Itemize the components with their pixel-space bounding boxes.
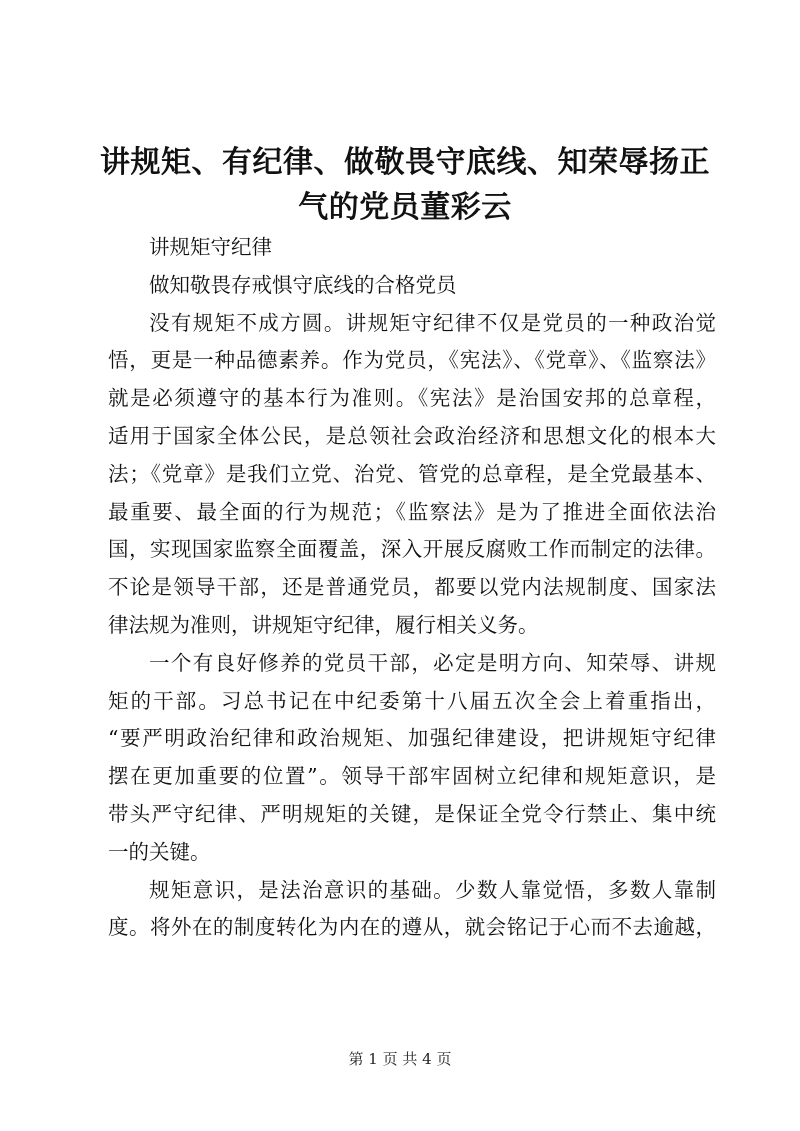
subtitle-line: 做知敬畏存戒惧守底线的合格党员 — [149, 272, 457, 297]
document-title — [100, 140, 710, 230]
paragraph-line: 不论是领导干部，还是普通党员，都要以党内法规制度、国家法 — [108, 575, 716, 600]
paragraph-line: 国，实现国家监察全面覆盖，深入开展反腐败工作而制定的法律。 — [108, 537, 716, 562]
paragraph-line: 带头严守纪律、严明规矩的关键，是保证全党令行禁止、集中统 — [108, 801, 716, 826]
paragraph-line: 一的关键。 — [108, 839, 211, 864]
subtitle-line: 讲规矩守纪律 — [149, 235, 272, 259]
paragraph-line: 悟，更是一种品德素养。作为党员，《宪法》、《党章》、《监察法》 — [108, 348, 716, 373]
title-line-2: 气的党员董彩云 — [298, 190, 512, 225]
paragraph-line: 法；《党章》是我们立党、治党、管党的总章程，是全党最基本、 — [108, 461, 716, 486]
paragraph-line: 适用于国家全体公民，是总领社会政治经济和思想文化的根本大 — [108, 423, 716, 448]
paragraph-line: 度。将外在的制度转化为内在的遵从，就会铭记于心而不去逾越， — [108, 915, 716, 940]
paragraph-line: 摆在更加重要的位置”。领导干部牢固树立纪律和规矩意识，是 — [108, 764, 716, 789]
paragraph-line: 矩的干部。习总书记在中纪委第十八届五次全会上着重指出， — [108, 688, 716, 713]
page-footer: 第 1 页 共 4 页 — [348, 1050, 452, 1068]
paragraph-line: 一个有良好修养的党员干部，必定是明方向、知荣辱、讲规 — [149, 650, 716, 675]
paragraph-line: 规矩意识，是法治意识的基础。少数人靠觉悟，多数人靠制 — [149, 877, 716, 902]
document-body — [108, 229, 716, 947]
paragraph-line: 律法规为准则，讲规矩守纪律，履行相关义务。 — [108, 612, 539, 637]
paragraph-line: 没有规矩不成方圆。讲规矩守纪律不仅是党员的一种政治觉 — [149, 310, 716, 335]
title-line-1: 讲规矩、有纪律、做敬畏守底线、知荣辱扬正 — [100, 145, 710, 180]
paragraph-line: “要严明政治纪律和政治规矩、加强纪律建设，把讲规矩守纪律 — [108, 726, 716, 751]
paragraph-line: 就是必须遵守的基本行为准则。《宪法》是治国安邦的总章程， — [108, 386, 716, 411]
paragraph-line: 最重要、最全面的行为规范；《监察法》是为了推进全面依法治 — [108, 499, 716, 524]
